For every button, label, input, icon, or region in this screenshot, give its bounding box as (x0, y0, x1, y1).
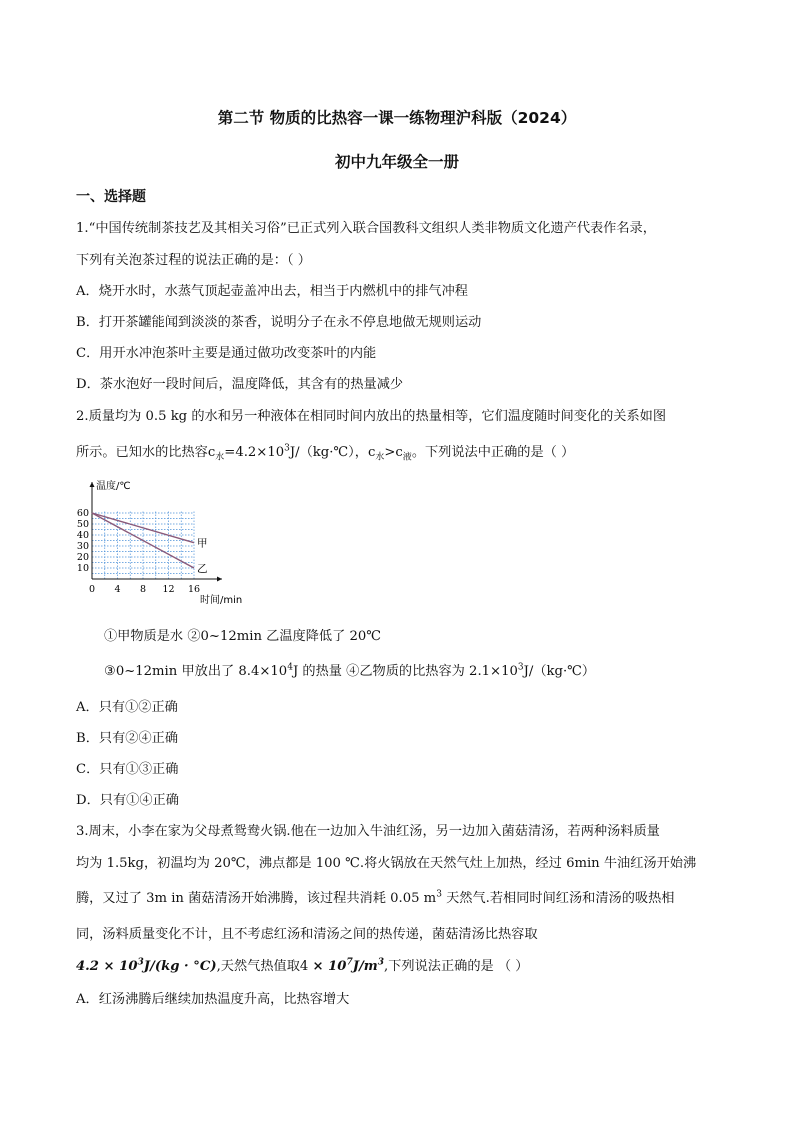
q3-sup-3: 3 (436, 889, 442, 900)
q2-sup-4: 4 (287, 662, 293, 673)
q2-option-d: D．只有①④正确 (76, 793, 179, 808)
q3-math-unit-2: J/m (352, 959, 378, 974)
chart-labels (77, 479, 242, 606)
q2-stem-line1: 2.质量均为 0.5 kg 的水和另一种液体在相同时间内放出的热量相等，它们温度随时间变化的关系如图 (76, 409, 667, 424)
q2-sub-liquid: 液 (402, 452, 412, 463)
q3-line3 (76, 887, 675, 906)
x-axis-arrow (217, 577, 222, 582)
q3-sup-3d: 3 (377, 957, 385, 968)
q2-option-c: C．只有①③正确 (76, 762, 179, 777)
x-tick-label: 8 (139, 584, 147, 595)
y-tick-label: 50 (76, 519, 89, 530)
q2-option-b: B．只有②④正确 (76, 731, 179, 746)
q2-stem-text-b: =4.2×10 (224, 445, 285, 460)
q3-line3-b: 天然气.若相同时间红汤和清汤的吸热相 (441, 891, 675, 906)
q3-line4: 同，汤料质量变化不计，且不考虑红汤和清汤之间的热传递，菌菇清汤比热容取 (76, 927, 538, 942)
q2-stem-line2 (76, 441, 574, 463)
x-tick-label: 12 (162, 584, 175, 595)
q2-sub-water-2: 水 (375, 452, 385, 463)
q3-sup-7: 7 (346, 957, 353, 968)
q2-stem-text-c: J/（kg·℃），c (289, 445, 376, 460)
q1-stem-line2: 下列有关泡茶过程的说法正确的是：（ ） (76, 253, 311, 268)
y-tick-label: 10 (76, 563, 89, 574)
q1-option-b: B．打开茶罐能闻到淡淡的茶香，说明分子在永不停息地做无规则运动 (76, 315, 482, 330)
q2-statement-4-c: J/（kg·℃） (523, 664, 596, 679)
q3-math-specific-heat: 4.2 × 10 (76, 959, 138, 974)
q2-stem-text-a: 所示。已知水的比热容c (76, 445, 216, 460)
q2-stem-text-d: >c (384, 445, 403, 460)
q2-statement-3-b: J 的热量 ④乙物质的比热容为 2.1×10 (292, 664, 518, 679)
q2-statement-3-a: ③0~12min 甲放出了 8.4×10 (104, 664, 288, 679)
q3-math-unit: J/(kg · °C) (143, 959, 217, 974)
q3-line5 (76, 955, 528, 974)
q2-statements-line1: ①甲物质是水 ②0~12min 乙温度降低了 20℃ (104, 629, 381, 644)
q1-option-a: A．烧开水时，水蒸气顶起壶盖冲出去，相当于内燃机中的排气冲程 (76, 284, 468, 299)
y-tick-label: 60 (76, 508, 89, 519)
q1-stem-line1: 1.“中国传统制茶技艺及其相关习俗”已正式列入联合国教科文组织人类非物质文化遗产代表作名录， (76, 221, 656, 236)
x-tick-label: 16 (187, 584, 201, 595)
q2-stem-text-e: 。下列说法中正确的是（ ） (411, 445, 575, 460)
q1-option-c: C．用开水冲泡茶叶主要是通过做功改变茶叶的内能 (76, 346, 377, 361)
y-axis-arrow (90, 482, 95, 487)
x-axis-title: 时间/min (200, 595, 243, 606)
q3-line3-a: 腾，又过了 3m in 菌菇清汤开始沸腾，该过程共消耗 0.05 m (76, 891, 437, 906)
q2-sup-3b: 3 (517, 662, 524, 673)
q3-line5-end: ,下列说法正确的是 （ ） (384, 959, 529, 974)
y-tick-label: 40 (76, 530, 89, 541)
section-heading: 一、选择题 (76, 189, 146, 205)
q2-statements-line2 (104, 660, 595, 679)
y-axis-title: 温度/℃ (96, 481, 131, 492)
x-tick-label: 0 (88, 584, 96, 595)
q3-line2: 均为 1.5kg，初温均为 20℃，沸点都是 100 ℃.将火锅放在天然气灶上加热，经过 6min 牛油红汤开始沸 (76, 856, 697, 871)
q3-option-a: A．红汤沸腾后继续加热温度升高，比热容增大 (76, 992, 350, 1007)
q2-sub-water: 水 (215, 452, 225, 463)
y-tick-label: 20 (76, 552, 89, 563)
page-title-line1: 第二节 物质的比热容一课一练物理沪科版（2024） (217, 109, 577, 127)
q3-sup-3c: 3 (137, 957, 144, 968)
x-tick-label: 4 (114, 584, 121, 595)
q1-option-d: D．茶水泡好一段时间后，温度降低，其含有的热量减少 (76, 377, 404, 392)
q3-math-heat-value: × 10 (312, 959, 347, 974)
temperature-time-chart (76, 476, 266, 612)
q2-option-a: A．只有①②正确 (76, 700, 178, 715)
series-label: 乙 (197, 563, 208, 575)
series-line-jia (92, 513, 194, 543)
series-label: 甲 (197, 537, 208, 550)
page-title-line2: 初中九年级全一册 (334, 153, 459, 171)
q2-sup-3: 3 (284, 443, 290, 454)
y-tick-label: 30 (76, 541, 89, 552)
q3-line1: 3.周末，小李在家为父母煮鸳鸯火锅.他在一边加入牛油红汤，另一边加入菌菇清汤，若两种汤料质量 (76, 824, 660, 839)
q3-line5-mid: ,天然气热值取4 (216, 959, 313, 974)
